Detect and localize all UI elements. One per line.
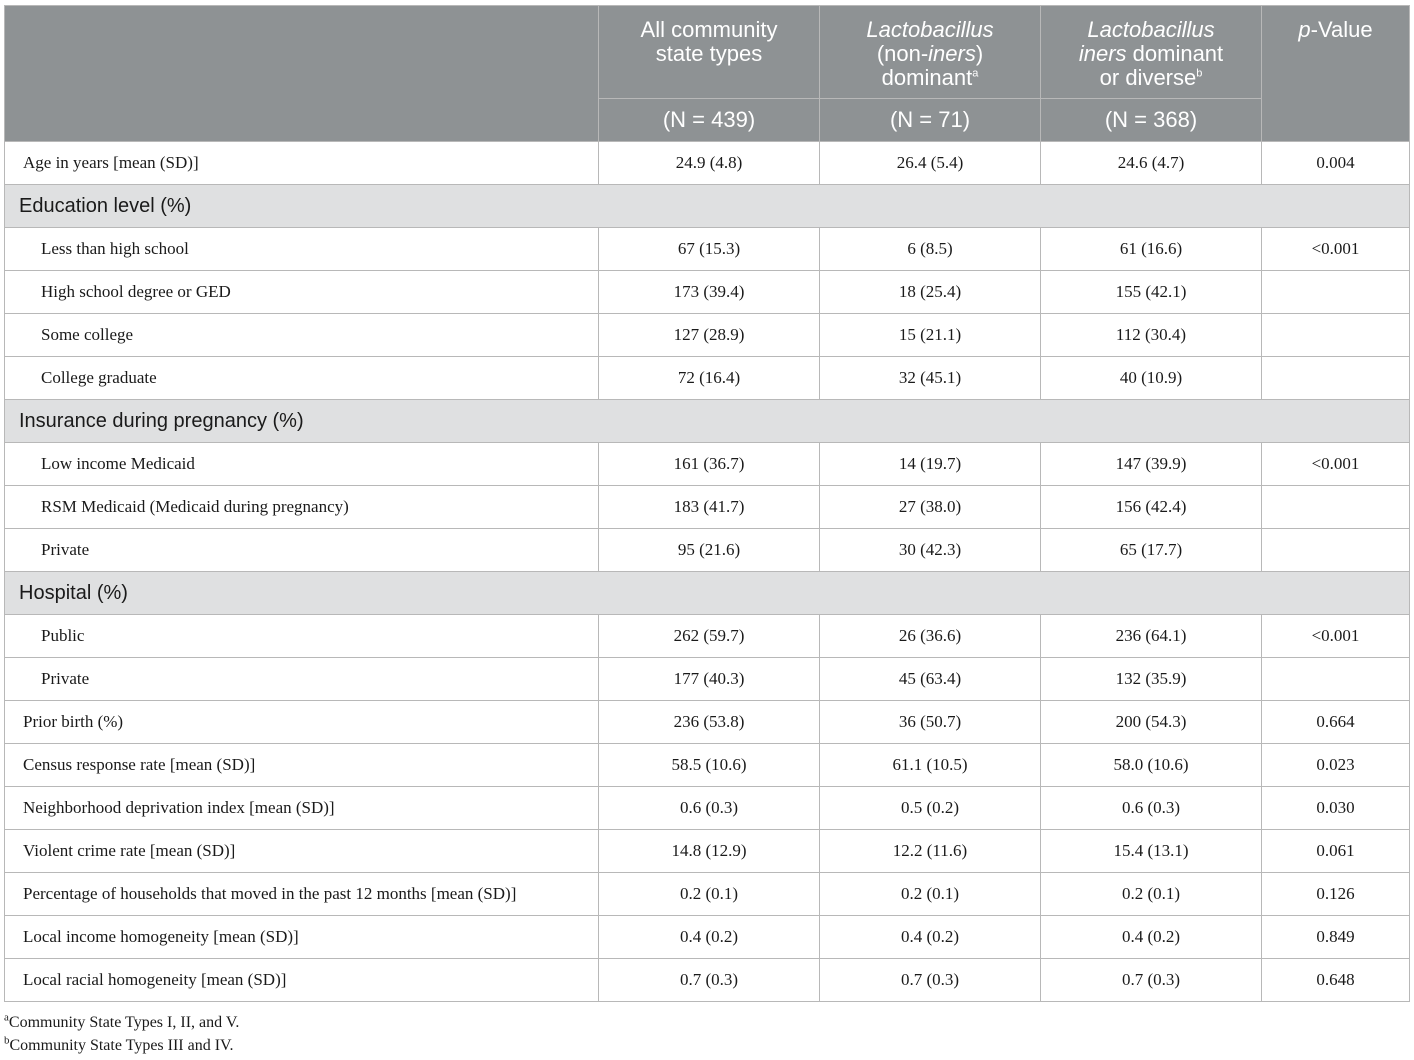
cell-non-iners: 36 (50.7) — [820, 701, 1041, 744]
header-non-iners-species: iners — [928, 41, 976, 66]
cell-non-iners: 12.2 (11.6) — [820, 830, 1041, 873]
footnotes — [4, 1011, 239, 1057]
header-iners-species: iners — [1078, 41, 1127, 66]
table-row — [5, 142, 1410, 185]
table-row — [5, 271, 1410, 314]
row-label: Private — [5, 658, 599, 701]
table-row — [5, 314, 1410, 357]
table-row — [5, 529, 1410, 572]
cell-non-iners: 45 (63.4) — [820, 658, 1041, 701]
row-label: Violent crime rate [mean (SD)] — [5, 830, 599, 873]
header-iners — [1041, 6, 1262, 99]
cell-p-value: 0.664 — [1262, 701, 1410, 744]
cell-iners: 155 (42.1) — [1041, 271, 1262, 314]
cell-iners: 0.6 (0.3) — [1041, 787, 1262, 830]
cell-p-value: 0.030 — [1262, 787, 1410, 830]
table-row — [5, 830, 1410, 873]
cell-iners: 0.4 (0.2) — [1041, 916, 1262, 959]
header-p-value — [1262, 6, 1410, 142]
cell-all: 58.5 (10.6) — [599, 744, 820, 787]
cell-non-iners: 26 (36.6) — [820, 615, 1041, 658]
cell-iners: 156 (42.4) — [1041, 486, 1262, 529]
cell-iners: 61 (16.6) — [1041, 228, 1262, 271]
cell-iners: 236 (64.1) — [1041, 615, 1262, 658]
cell-all: 161 (36.7) — [599, 443, 820, 486]
row-label: Local racial homogeneity [mean (SD)] — [5, 959, 599, 1002]
cell-iners: 200 (54.3) — [1041, 701, 1262, 744]
footnote-a-mark: a — [4, 1011, 9, 1024]
cell-all: 236 (53.8) — [599, 701, 820, 744]
cell-non-iners: 0.7 (0.3) — [820, 959, 1041, 1002]
cell-p-value: 0.061 — [1262, 830, 1410, 873]
row-label: Percentage of households that moved in the past 12 months [mean (SD)] — [5, 873, 599, 916]
header-blank-cell — [5, 6, 599, 142]
cell-all: 262 (59.7) — [599, 615, 820, 658]
footnote-b-mark: b — [4, 1034, 10, 1047]
header-all-types-line1: All community — [640, 17, 778, 42]
cell-non-iners: 15 (21.1) — [820, 314, 1041, 357]
cell-p-value: 0.023 — [1262, 744, 1410, 787]
cell-iners: 112 (30.4) — [1041, 314, 1262, 357]
cell-all: 67 (15.3) — [599, 228, 820, 271]
cell-non-iners: 61.1 (10.5) — [820, 744, 1041, 787]
header-all-types — [599, 6, 820, 99]
cell-p-value — [1262, 529, 1410, 572]
demographics-table — [4, 5, 1410, 1002]
cell-p-value: <0.001 — [1262, 228, 1410, 271]
cell-non-iners: 27 (38.0) — [820, 486, 1041, 529]
cell-p-value — [1262, 658, 1410, 701]
section-insurance: Insurance during pregnancy (%) — [5, 400, 1410, 443]
cell-all: 177 (40.3) — [599, 658, 820, 701]
cell-all: 127 (28.9) — [599, 314, 820, 357]
cell-non-iners: 32 (45.1) — [820, 357, 1041, 400]
table-row — [5, 443, 1410, 486]
header-n-iners: (N = 368) — [1041, 99, 1262, 142]
cell-p-value — [1262, 314, 1410, 357]
header-non-iners-genus: Lactobacillus — [866, 17, 994, 42]
header-iners-dominant: dominant — [1126, 41, 1224, 66]
cell-iners: 15.4 (13.1) — [1041, 830, 1262, 873]
table-row — [5, 357, 1410, 400]
cell-non-iners: 0.5 (0.2) — [820, 787, 1041, 830]
row-label: Some college — [5, 314, 599, 357]
cell-iners: 132 (35.9) — [1041, 658, 1262, 701]
cell-all: 183 (41.7) — [599, 486, 820, 529]
row-label: Prior birth (%) — [5, 701, 599, 744]
section-row — [5, 400, 1410, 443]
section-hospital: Hospital (%) — [5, 572, 1410, 615]
cell-iners: 0.7 (0.3) — [1041, 959, 1262, 1002]
cell-p-value — [1262, 357, 1410, 400]
header-all-types-line2: state types — [655, 41, 763, 66]
table-row — [5, 959, 1410, 1002]
row-label: Neighborhood deprivation index [mean (SD)] — [5, 787, 599, 830]
cell-all: 95 (21.6) — [599, 529, 820, 572]
table-row — [5, 787, 1410, 830]
cell-p-value — [1262, 271, 1410, 314]
header-n-non-iners: (N = 71) — [820, 99, 1041, 142]
cell-all: 14.8 (12.9) — [599, 830, 820, 873]
header-row — [5, 6, 1410, 99]
cell-non-iners: 30 (42.3) — [820, 529, 1041, 572]
cell-p-value: 0.004 — [1262, 142, 1410, 185]
table-row — [5, 701, 1410, 744]
header-n-all: (N = 439) — [599, 99, 820, 142]
cell-all: 24.9 (4.8) — [599, 142, 820, 185]
row-label: Census response rate [mean (SD)] — [5, 744, 599, 787]
footnote-mark-b: b — [1196, 67, 1203, 80]
cell-p-value: 0.126 — [1262, 873, 1410, 916]
row-label: Public — [5, 615, 599, 658]
header-p-letter: p — [1298, 17, 1311, 42]
header-iners-genus: Lactobacillus — [1087, 17, 1215, 42]
row-label: Less than high school — [5, 228, 599, 271]
cell-non-iners: 0.2 (0.1) — [820, 873, 1041, 916]
row-label: Private — [5, 529, 599, 572]
cell-all: 0.6 (0.3) — [599, 787, 820, 830]
cell-p-value: <0.001 — [1262, 615, 1410, 658]
table-row — [5, 916, 1410, 959]
cell-non-iners: 6 (8.5) — [820, 228, 1041, 271]
row-label: Local income homogeneity [mean (SD)] — [5, 916, 599, 959]
section-education: Education level (%) — [5, 185, 1410, 228]
cell-p-value: <0.001 — [1262, 443, 1410, 486]
cell-iners: 147 (39.9) — [1041, 443, 1262, 486]
row-label: Low income Medicaid — [5, 443, 599, 486]
footnote-b-text: Community State Types III and IV. — [9, 1037, 234, 1054]
footnote-b — [4, 1034, 239, 1057]
table-row — [5, 744, 1410, 787]
row-label: College graduate — [5, 357, 599, 400]
row-label: Age in years [mean (SD)] — [5, 142, 599, 185]
header-non-iners-dominant: dominant — [881, 65, 973, 90]
table-row — [5, 873, 1410, 916]
header-p-text: -Value — [1310, 17, 1373, 42]
table-row — [5, 486, 1410, 529]
cell-all: 0.2 (0.1) — [599, 873, 820, 916]
cell-iners: 58.0 (10.6) — [1041, 744, 1262, 787]
cell-iners: 65 (17.7) — [1041, 529, 1262, 572]
cell-non-iners: 18 (25.4) — [820, 271, 1041, 314]
cell-non-iners: 14 (19.7) — [820, 443, 1041, 486]
table-row — [5, 228, 1410, 271]
footnote-a-text: Community State Types I, II, and V. — [8, 1014, 240, 1031]
table-row — [5, 658, 1410, 701]
row-label: RSM Medicaid (Medicaid during pregnancy) — [5, 486, 599, 529]
table-row — [5, 615, 1410, 658]
cell-non-iners: 26.4 (5.4) — [820, 142, 1041, 185]
cell-iners: 0.2 (0.1) — [1041, 873, 1262, 916]
cell-iners: 24.6 (4.7) — [1041, 142, 1262, 185]
section-row — [5, 572, 1410, 615]
cell-all: 72 (16.4) — [599, 357, 820, 400]
header-non-iners — [820, 6, 1041, 99]
cell-non-iners: 0.4 (0.2) — [820, 916, 1041, 959]
row-label: High school degree or GED — [5, 271, 599, 314]
cell-iners: 40 (10.9) — [1041, 357, 1262, 400]
cell-p-value: 0.648 — [1262, 959, 1410, 1002]
section-row — [5, 185, 1410, 228]
cell-p-value — [1262, 486, 1410, 529]
footnote-mark-a: a — [972, 67, 979, 80]
header-iners-diverse: or diverse — [1099, 65, 1197, 90]
cell-all: 0.4 (0.2) — [599, 916, 820, 959]
cell-p-value: 0.849 — [1262, 916, 1410, 959]
cell-all: 0.7 (0.3) — [599, 959, 820, 1002]
header-non-iners-text2: ) — [975, 41, 984, 66]
cell-all: 173 (39.4) — [599, 271, 820, 314]
footnote-a — [4, 1011, 239, 1034]
header-non-iners-text1: (non- — [876, 41, 929, 66]
